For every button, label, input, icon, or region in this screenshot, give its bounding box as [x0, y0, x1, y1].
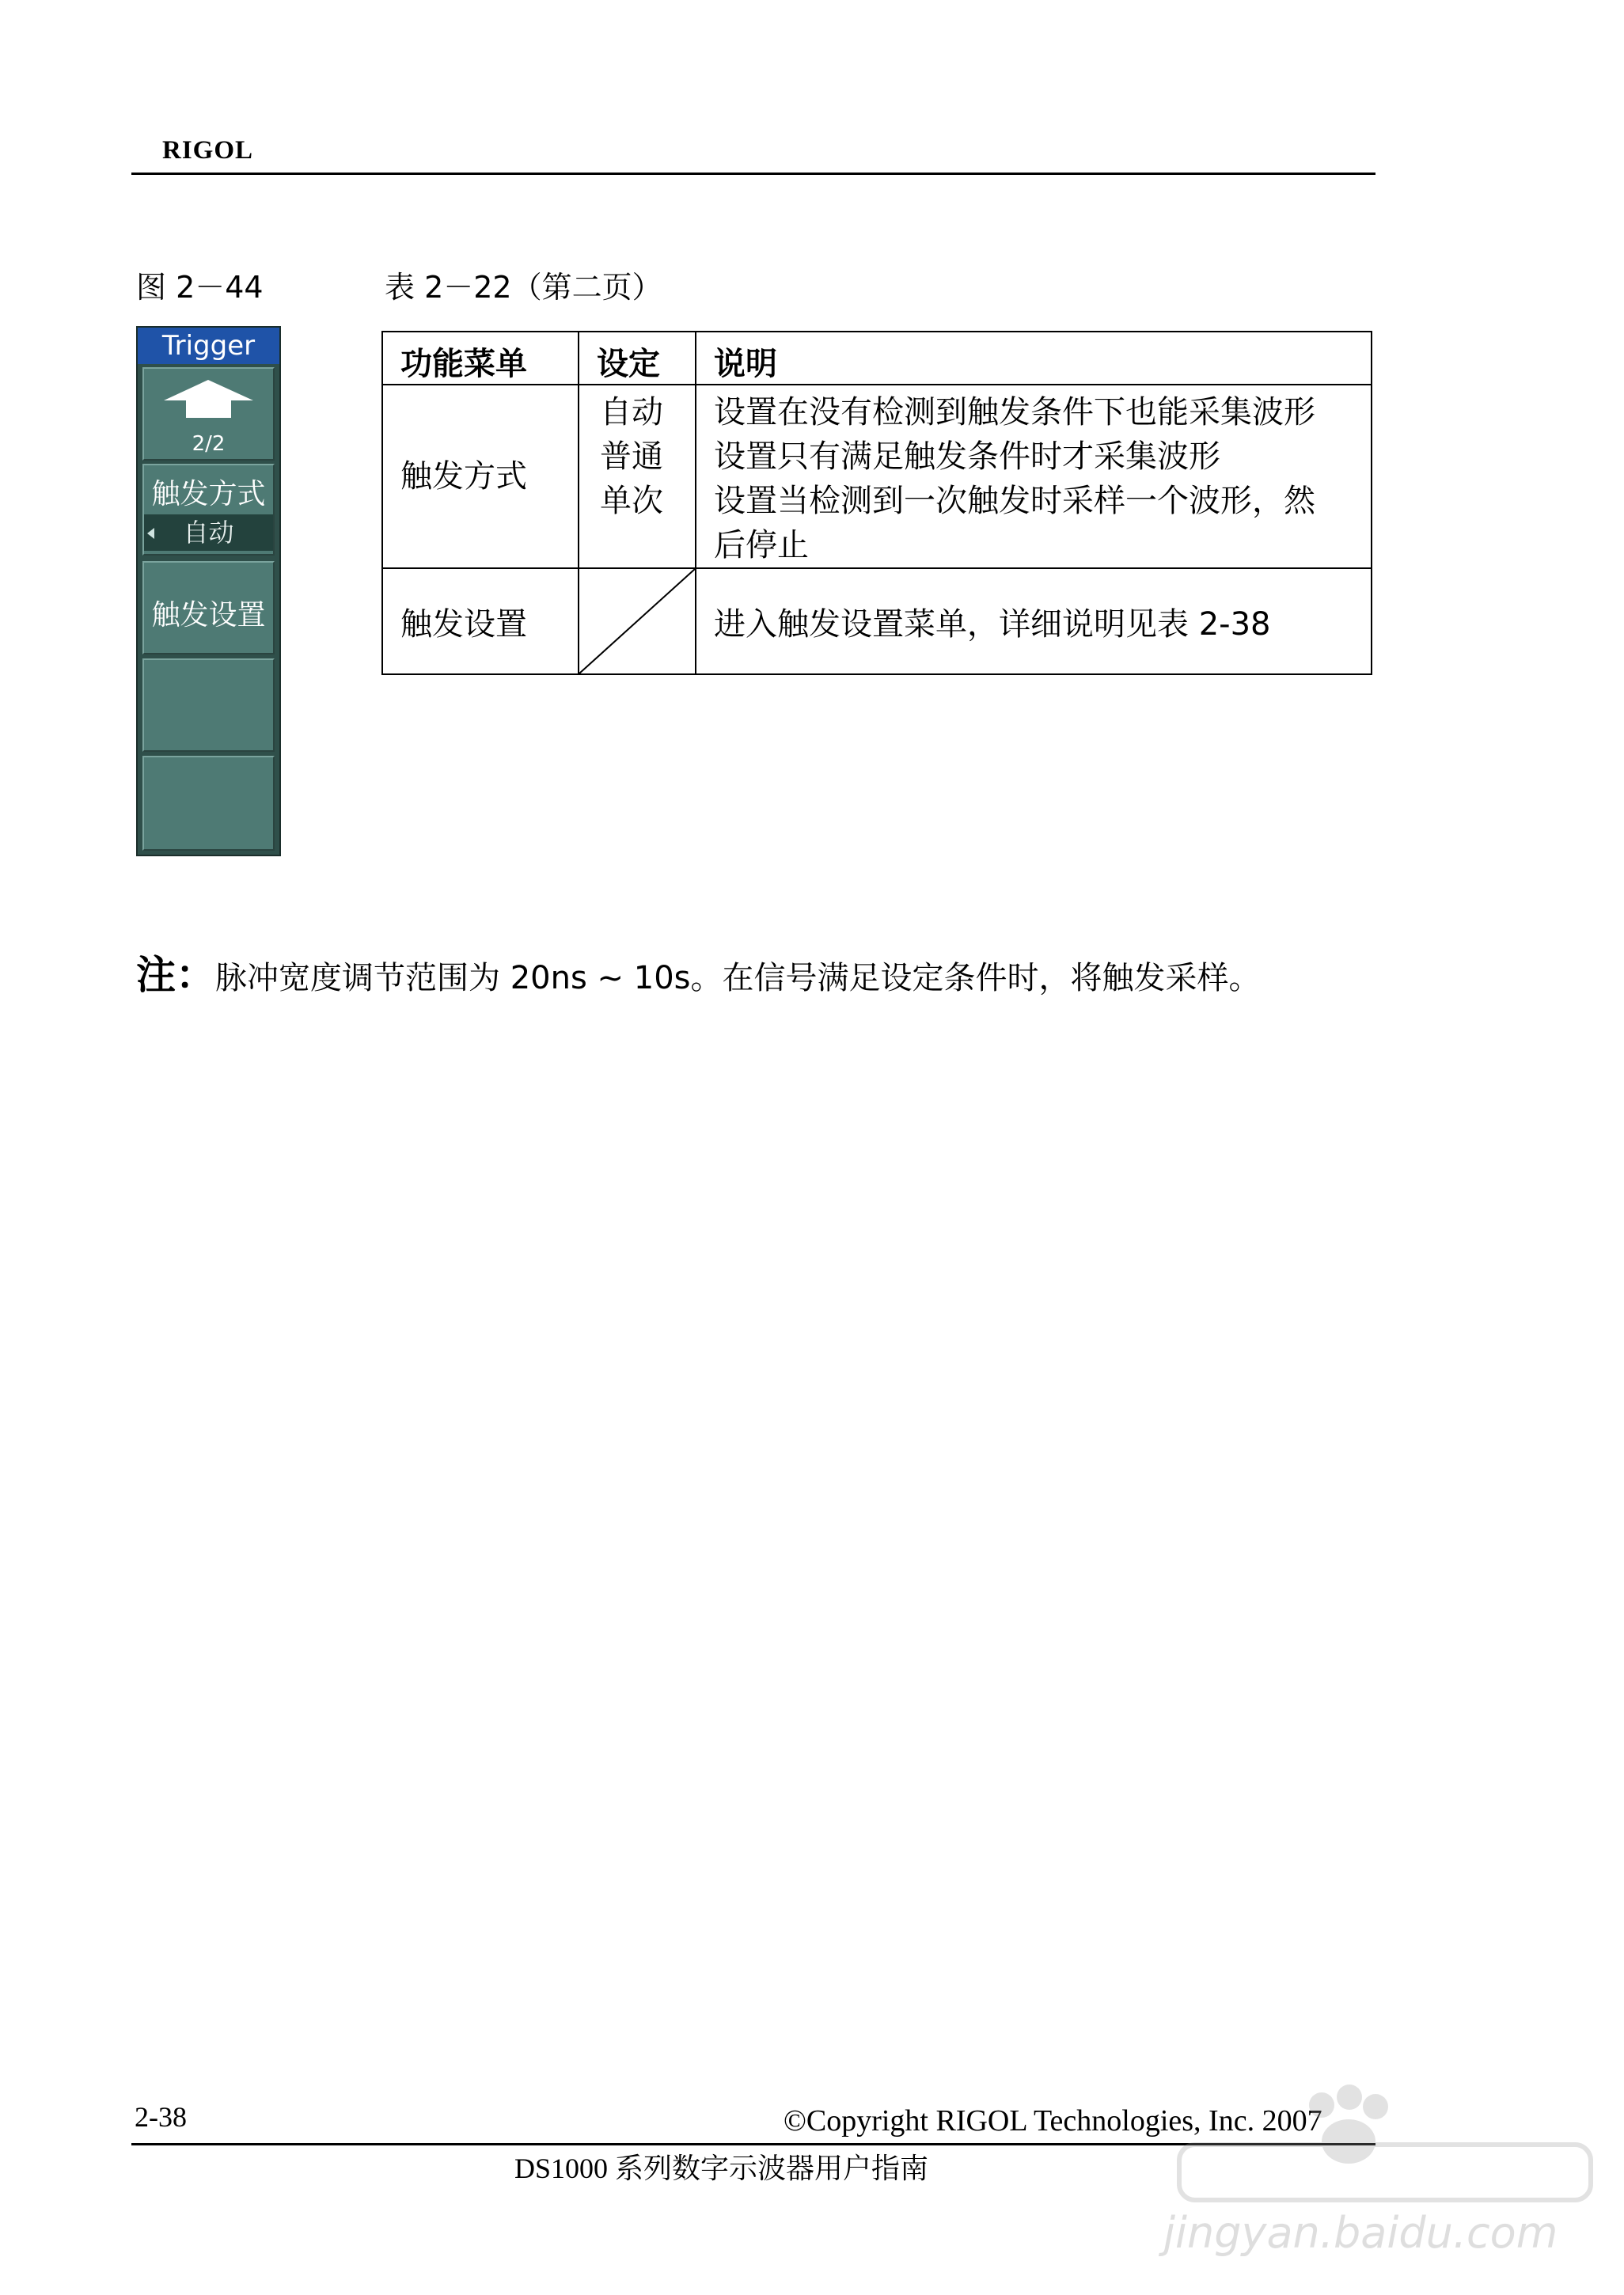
setting-option: 自动: [600, 394, 663, 431]
diagonal-slash-icon: [579, 569, 695, 673]
setting-option: 单次: [600, 483, 663, 519]
softkey-value: 自动: [183, 518, 234, 548]
menu-page-number: 2/2: [192, 432, 226, 456]
watermark: [1163, 2073, 1607, 2263]
softkey-label: 触发设置: [151, 599, 266, 632]
empty-softkey-4[interactable]: [142, 658, 275, 752]
figure-caption: 图 2－44: [136, 270, 264, 305]
trigger-setup-softkey[interactable]: [142, 561, 275, 654]
description-line: 设置在没有检测到触发条件下也能采集波形: [714, 394, 1315, 431]
empty-setting-cell: [579, 569, 695, 673]
table-header-row: [382, 332, 1372, 385]
function-cell: 触发设置: [400, 605, 527, 643]
description-line: 设置当检测到一次触发时采样一个波形，然: [714, 483, 1315, 519]
header-cell: 说明: [714, 346, 777, 382]
softkey-label: 触发方式: [151, 478, 266, 510]
note: [136, 943, 1261, 1000]
watermark-text: jingyan.baidu.com: [1163, 2208, 1558, 2258]
table-row: [382, 385, 1372, 568]
document-title: DS1000 系列数字示波器用户指南: [514, 2153, 929, 2184]
description-cell: 进入触发设置菜单，详细说明见表 2-38: [714, 605, 1271, 643]
softkey-value-bar: [144, 514, 273, 551]
description-line: 设置只有满足触发条件时才采集波形: [714, 438, 1220, 475]
trigger-menu: [136, 326, 281, 856]
table-row: [382, 568, 1372, 674]
trigger-mode-softkey[interactable]: [142, 464, 275, 556]
settings-cell: [579, 385, 695, 523]
function-cell: 触发方式: [400, 457, 527, 495]
note-text: 脉冲宽度调节范围为 20ns ~ 10s。在信号满足设定条件时，将触发采样。: [215, 960, 1261, 996]
page-up-softkey[interactable]: [142, 367, 275, 461]
menu-title: Trigger: [138, 328, 279, 364]
brand-logo: RIGOL: [162, 136, 254, 165]
spec-table: [381, 331, 1372, 675]
copyright: ©Copyright RIGOL Technologies, Inc. 2007: [784, 2104, 1322, 2138]
paw-logo-icon: [1163, 2073, 1607, 2208]
page-number: 2-38: [135, 2101, 187, 2133]
empty-softkey-5[interactable]: [142, 756, 275, 851]
up-arrow-icon: [160, 377, 257, 421]
table-caption: 表 2－22（第二页）: [385, 270, 662, 305]
description-cell: [696, 385, 1371, 567]
header-cell: 功能菜单: [400, 346, 527, 382]
description-line: 后停止: [714, 527, 809, 563]
header-rule: [131, 173, 1375, 175]
setting-option: 普通: [600, 438, 663, 475]
header-cell: 设定: [597, 346, 660, 382]
note-label: 注：: [136, 952, 215, 998]
